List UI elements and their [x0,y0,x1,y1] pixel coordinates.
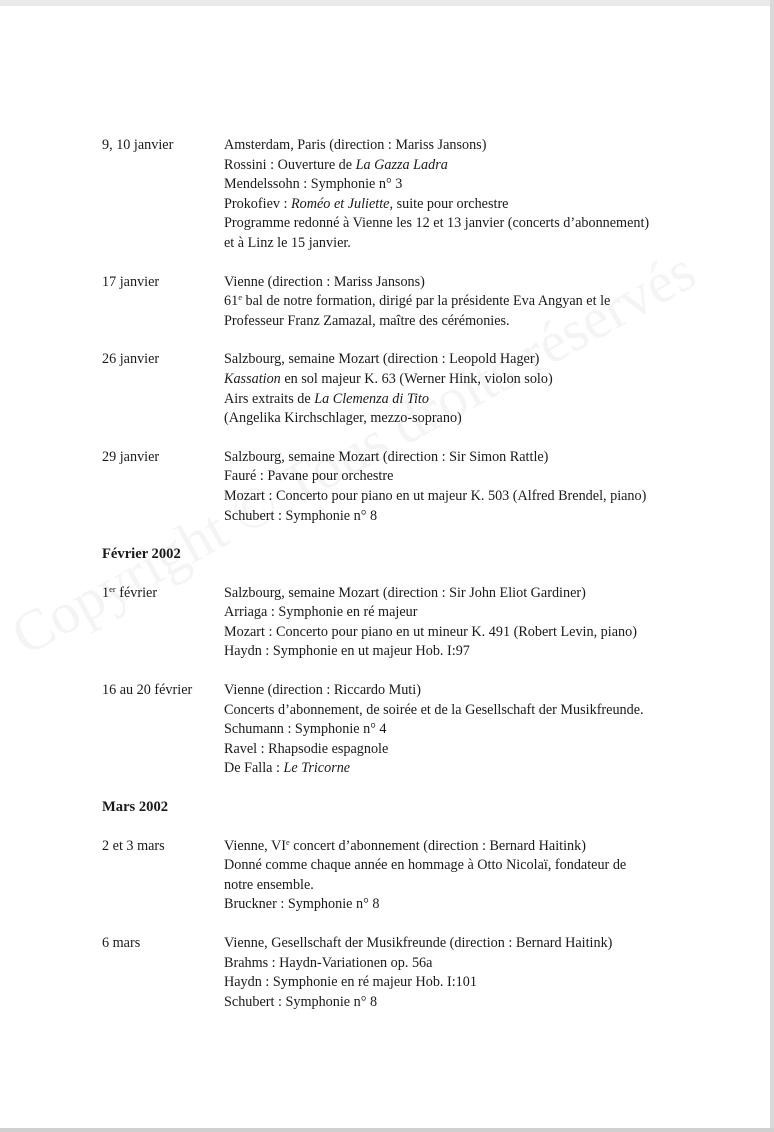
text-run: Haydn : Symphonie en ré majeur Hob. I:101 [224,974,477,991]
concert-date: 2 et 3 mars [102,837,165,854]
concert-details [224,934,682,1012]
italic-title: Le Tricorne [283,760,351,777]
text-run: Airs extraits de [224,390,315,407]
month-heading: Février 2002 [102,546,181,563]
text-run: en sol majeur K. 63 (Werner Hink, violon solo) [280,370,553,387]
detail-line [224,507,682,527]
scan-edge-bottom [0,1128,774,1132]
detail-line [224,993,682,1013]
concert-details [224,448,682,526]
text-run: Mozart : Concerto pour piano en ut majeur K. 503 (Alfred Brendel, piano) [224,487,647,504]
entry-spacer [102,254,682,273]
text-run: Vienne, Gesellschaft der Musikfreunde (direction : Bernard Haitink) [224,935,613,951]
section-spacer [102,779,682,798]
concert-entry [102,136,682,254]
concert-entry [102,350,682,428]
text-run: Schubert : Symphonie n° 8 [224,993,378,1010]
concert-details [224,681,682,779]
text-run: Programme redonné à Vienne les 12 et 13 janvier (concerts d’abonnement) [224,215,650,232]
concert-date: 29 janvier [102,448,160,465]
text-run: De Falla : [224,760,284,777]
text-run: Bruckner : Symphonie n° 8 [224,896,380,913]
text-run: Salzbourg, semaine Mozart (direction : Sir Simon Rattle) [224,448,549,465]
detail-line [224,642,682,662]
concert-details [224,837,682,915]
detail-line [224,487,682,507]
text-run: Vienne (direction : Riccardo Muti) [224,682,421,699]
concert-entry [102,273,682,332]
concert-date: 17 janvier [102,273,160,290]
text-run: Schubert : Symphonie n° 8 [224,507,378,524]
text-run: Amsterdam, Paris (direction : Mariss Jansons) [224,137,487,153]
text-run: bal de notre formation, dirigé par la présidente Eva Angyan et le [241,293,611,310]
detail-line [224,934,682,954]
italic-title: La Clemenza di Tito [314,390,429,407]
text-run: Mozart : Concerto pour piano en ut mineur K. 491 (Robert Levin, piano) [224,623,637,640]
detail-line [224,584,682,604]
text-run: Mendelssohn : Symphonie n° 3 [224,176,403,193]
concert-date: 26 janvier [102,351,160,368]
italic-title: Kassation [224,370,281,387]
concert-entry [102,837,682,915]
text-run: Concerts d’abonnement, de soirée et de la Gesellschaft der Musikfreunde. [224,701,644,718]
text-run: Donné comme chaque année en hommage à Otto Nicolaï, fondateur de [224,857,627,874]
superscript: e [238,292,242,303]
detail-line [224,623,682,643]
concert-entry [102,448,682,526]
text-run: Fauré : Pavane pour orchestre [224,468,394,485]
detail-line [224,350,682,370]
section-spacer [102,526,682,545]
concert-entry [102,584,682,662]
concert-details [224,136,682,254]
text-run: Brahms : Haydn-Variationen op. 56a [224,954,433,971]
text-run: Salzbourg, semaine Mozart (direction : Sir John Eliot Gardiner) [224,584,586,601]
text-run: février [115,584,158,601]
text-run: notre ensemble. [224,876,314,893]
detail-line [224,156,682,176]
detail-line [224,973,682,993]
concert-entry [102,934,682,1012]
italic-title: Roméo et Juliette [291,195,390,212]
detail-line [224,759,682,779]
concert-schedule [102,136,682,1012]
superscript: er [109,583,116,594]
detail-line [224,175,682,195]
scan-edge-top [0,0,774,6]
detail-line [224,370,682,390]
text-run: Arriaga : Symphonie en ré majeur [224,604,418,621]
concert-details [224,273,682,332]
detail-line [224,837,682,857]
detail-line [224,312,682,332]
italic-title: La Gazza Ladra [355,156,448,173]
text-run: Prokofiev : [224,195,291,212]
concert-details [224,350,682,428]
detail-line [224,740,682,760]
entry-spacer [102,662,682,681]
entry-spacer [102,331,682,350]
entry-spacer [102,818,682,837]
text-run: , suite pour orchestre [389,195,509,212]
detail-line [224,234,682,254]
concert-date [102,584,224,604]
detail-line [224,701,682,721]
text-run: Haydn : Symphonie en ut majeur Hob. I:97 [224,643,470,660]
detail-line [224,448,682,468]
detail-line [224,603,682,623]
detail-line [224,195,682,215]
text-run: Vienne (direction : Mariss Jansons) [224,273,425,290]
entry-spacer [102,429,682,448]
scan-edge-right [770,0,774,1132]
detail-line [224,876,682,896]
text-run: Ravel : Rhapsodie espagnole [224,740,389,757]
text-run: Schumann : Symphonie n° 4 [224,721,387,738]
superscript: e [285,836,290,847]
month-heading: Mars 2002 [102,799,169,816]
text-run: et à Linz le 15 janvier. [224,234,351,251]
detail-line [224,856,682,876]
detail-line [224,681,682,701]
concert-details [224,584,682,662]
text-run: Vienne, VI [224,837,286,854]
concert-date: 6 mars [102,935,141,951]
text-run: Salzbourg, semaine Mozart (direction : Leopold Hager) [224,351,540,368]
detail-line [224,214,682,234]
detail-line [224,136,682,156]
detail-line [224,390,682,410]
text-run: Professeur Franz Zamazal, maître des cérémonies. [224,312,510,329]
text-run: 61 [224,293,239,310]
detail-line [224,273,682,293]
detail-line [224,895,682,915]
entry-spacer [102,565,682,584]
entry-spacer [102,915,682,934]
detail-line [224,409,682,429]
detail-line [224,720,682,740]
concert-entry [102,681,682,779]
detail-line [224,292,682,312]
text-run: concert d’abonnement (direction : Bernard Haitink) [289,837,586,854]
detail-line [224,467,682,487]
detail-line [224,954,682,974]
concert-date: 9, 10 janvier [102,137,174,153]
text-run: Rossini : Ouverture de [224,156,356,173]
text-run: 1 [102,584,110,601]
concert-date: 16 au 20 février [102,682,193,699]
text-run: (Angelika Kirchschlager, mezzo-soprano) [224,410,462,427]
